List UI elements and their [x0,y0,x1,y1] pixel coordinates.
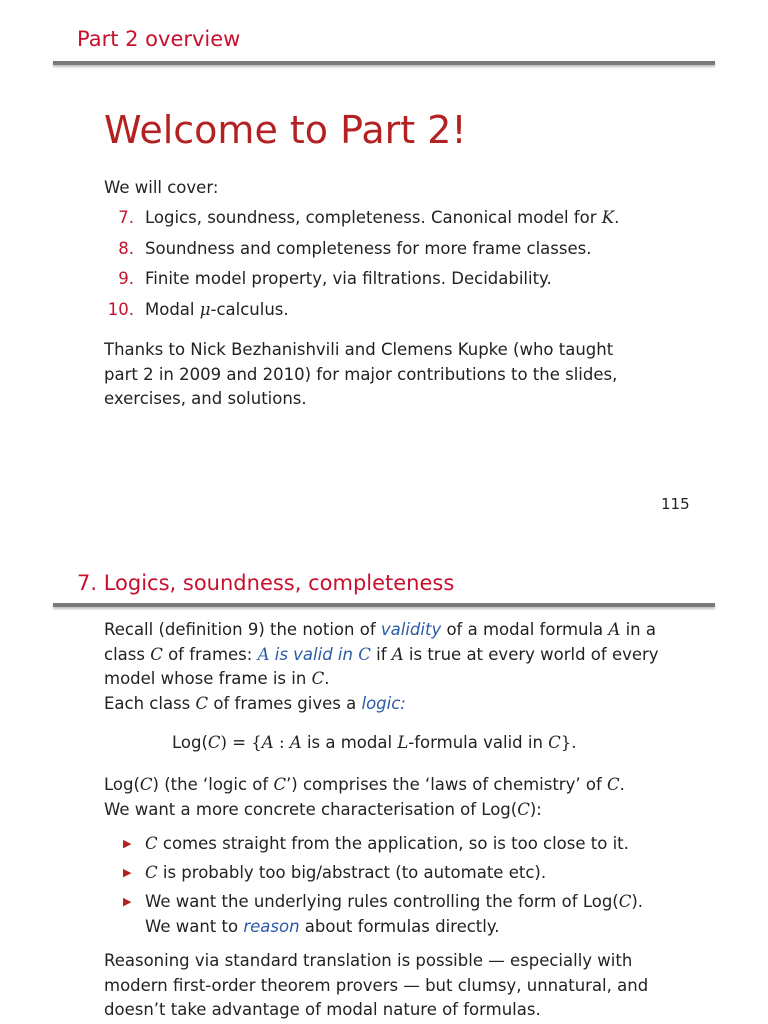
list-text: about formulas directly. [299,916,500,936]
page-number: 115 [661,495,690,513]
text-run: of a modal formula [441,620,609,639]
list-item [104,297,619,328]
text-run: is a modal [301,733,398,752]
math-symbol: C [607,775,620,794]
term-validity: validity [380,620,442,639]
bullet-triangle-icon: ▶ [123,837,132,850]
list-text: comes straight from the application, so is too close to it. [157,834,629,853]
list-number: 9. [118,269,134,288]
log-formula [172,733,577,752]
text-run: }. [560,733,577,752]
text-run: -formula valid in [408,733,549,752]
reasoning-paragraph: Reasoning via standard translation is possible — especially with modern first-order theorem provers — but clumsy, unnatural, and doesn’t take advantage of modal nature of formulas. [104,951,649,1019]
list-item [104,266,619,297]
text-run: : [273,733,290,752]
math-symbol: A [608,620,621,639]
math-symbol: C [207,733,221,752]
list-item [118,890,678,939]
term-logic: logic: [361,693,406,713]
text-run: ): [529,799,542,819]
slide-header-logics: 7. Logics, soundness, completeness [77,571,455,595]
list-text: Logics, soundness, completeness. Canonical model for [145,208,602,227]
text-run: of frames gives a [208,693,362,713]
list-text: ). [631,892,644,911]
math-symbol: C [618,892,632,911]
list-number: 7. [118,208,134,227]
list-tail: . [614,208,620,227]
list-number: 10. [107,299,134,319]
text-run: . [619,775,625,794]
text-run: . [324,669,330,688]
math-symbol: C [273,775,287,794]
math-symbol: C [139,775,153,794]
list-text: Modal [145,299,200,319]
slide-header-part2-overview: Part 2 overview [77,27,241,51]
slide-title: Welcome to Part 2! [104,108,467,152]
math-symbol: μ [199,299,211,319]
cover-intro: We will cover: [104,178,219,197]
math-symbol: A [289,733,302,752]
text-run: if [370,644,392,664]
list-text: is probably too big/abstract (to automate etc). [157,863,547,882]
text-run: Each class [104,693,196,713]
text-run: is true at every world of every model whose frame is in [104,644,659,688]
acknowledgements: Thanks to Nick Bezhanishvili and Clemens Kupke (who taught part 2 in 2009 and 2010) for major contributions to the slides, exercises, and solutions. [104,340,618,408]
topics-list [104,205,619,327]
text-run: Log( [104,775,140,794]
bullet-triangle-icon: ▶ [123,866,132,879]
list-text: Soundness and completeness for more frame classes. [145,238,592,258]
text-run: of frames: [162,644,258,664]
math-symbol: C [311,669,325,688]
list-item [104,236,619,267]
term-valid-a: A [257,644,270,664]
math-symbol: C [150,644,163,664]
list-text: Finite model property, via filtrations. Decidability. [145,269,552,288]
text-run: ’) comprises the ‘laws of chemistry’ of [286,775,607,794]
math-symbol: C [548,733,561,752]
log-description [104,773,674,822]
list-tail: -calculus. [210,299,289,319]
math-symbol: C [517,799,530,819]
text-run: We want a more concrete characterisation of Log( [104,799,518,819]
text-run: in a class [104,620,656,664]
math-symbol: C [195,693,209,713]
math-symbol: A [391,644,404,664]
bullet-triangle-icon: ▶ [123,895,132,908]
list-item [118,832,678,857]
text-run: Log( [172,733,208,752]
term-valid-c: C [358,644,371,664]
list-number: 8. [118,238,134,258]
recall-paragraph [104,618,674,716]
math-symbol: K [601,208,615,227]
math-symbol: C [145,834,158,853]
text-run: ) = { [220,733,262,752]
text-run: Recall (definition 9) the notion of [104,620,381,639]
list-item [118,861,678,886]
bullet-list [118,832,678,944]
term-reason: reason [243,916,300,936]
list-text: We want the underlying rules controlling the form of Log( [145,892,619,911]
math-symbol: A [261,733,274,752]
list-item [104,205,619,236]
list-text: We want to [145,916,244,936]
header-divider [53,603,715,607]
header-divider [53,61,715,65]
text-run: ) (the ‘logic of [152,775,274,794]
term-valid-phrase: is valid in [269,644,359,664]
math-symbol: C [145,863,158,882]
math-symbol: L [397,733,409,752]
